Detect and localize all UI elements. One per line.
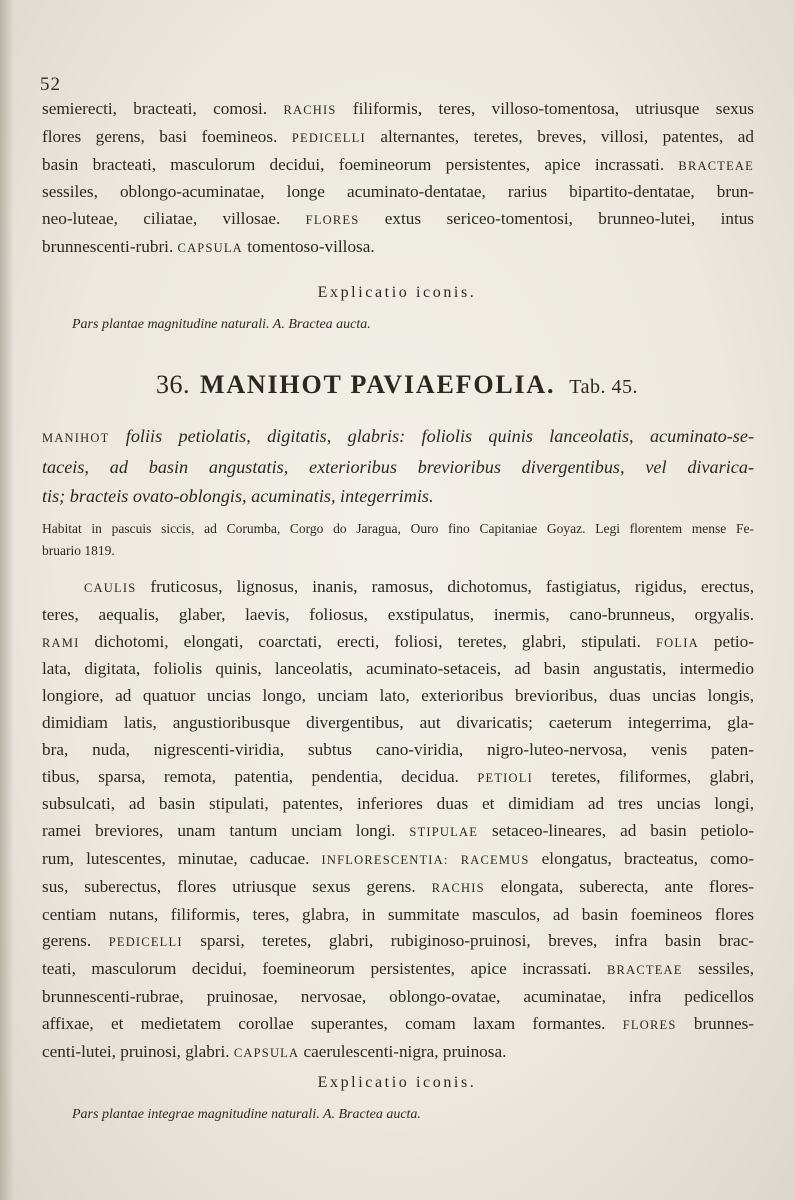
species-heading (0, 370, 794, 400)
text-line: teres, aequalis, glaber, laevis, foliosus, exstipulatus, inermis, cano-brunneus, orgyalis. (42, 604, 754, 624)
explicatio-caption-2: Pars plantae integrae magnitudine naturali. A. Bractea aucta. (72, 1107, 421, 1122)
text-line: flores gerens, basi foemineos. PEDICELLI alternantes, teretes, breves, villosi, patentes, ad (42, 126, 754, 146)
species-description (42, 574, 754, 1066)
text-line: brunnescenti-rubrae, pruinosae, nervosae, oblongo-ovatae, acuminatae, infra pedicellos (42, 986, 754, 1006)
page-number: 52 (40, 74, 61, 95)
text-line: tis; bracteis ovato-oblongis, acuminatis, integerrimis. (42, 486, 434, 506)
small-caps-term: PETIOLI (477, 770, 533, 785)
text-line: RAMI dichotomi, elongati, coarctati, erecti, foliosi, teretes, glabri, stipulati. FOLIA petio- (42, 631, 754, 651)
small-caps-term: PEDICELLI (291, 130, 366, 145)
small-caps-term: PEDICELLI (108, 935, 183, 950)
text-line: teati, masculorum decidui, foemineorum persistentes, apice incrassati. BRACTEAE sessiles, (42, 959, 754, 979)
text-line: dimidiam latis, angustioribusque divergentibus, aut divaricatis; caeterum integerrima, gla- (42, 712, 754, 732)
small-caps-term: RAMI (42, 635, 80, 650)
small-caps-term: INFLORESCENTIA: (321, 852, 449, 867)
text-line: MANIHOT foliis petiolatis, digitatis, glabris: foliolis quinis lanceolatis, acuminato-se- (42, 426, 754, 446)
explicatio-heading-1: Explicatio iconis. (317, 284, 477, 301)
text-line: bra, nuda, nigrescenti-viridia, subtus cano-viridia, nigro-luteo-nervosa, venis paten- (42, 739, 754, 759)
small-caps-term: FLORES (622, 1017, 677, 1032)
small-caps-term: RACHIS (283, 103, 337, 117)
text-line: rum, lutescentes, minutae, caducae. INFLORESCENTIA: RACEMUS elongatus, bracteatus, como- (42, 848, 754, 868)
small-caps-term: BRACTEAE (678, 158, 754, 173)
text-line: gerens. PEDICELLI sparsi, teretes, glabri, rubiginoso-pruinosi, breves, infra basin brac- (42, 931, 754, 951)
small-caps-term: MANIHOT (42, 431, 110, 445)
explicatio-caption-1: Pars plantae magnitudine naturali. A. Bractea aucta. (72, 317, 371, 332)
text-line: centiam nutans, filiformis, teres, glabra, in summitate masculos, ad basin foemineos flores (42, 904, 754, 924)
species-diagnosis (42, 422, 754, 511)
small-caps-term: CAPSULA (233, 1045, 300, 1060)
small-caps-term: BRACTEAE (607, 963, 683, 978)
small-caps-term: RACEMUS (460, 852, 530, 867)
text-line: lata, digitata, foliolis quinis, lanceolatis, acuminato-setaceis, ad basin angustatis, intermedio (42, 659, 754, 679)
text-line: brunnescenti-rubri. CAPSULA tomentoso-villosa. (42, 236, 375, 256)
habitat-line: Habitat in pascuis siccis, ad Corumba, Corgo do Jaragua, Ouro fino Capitaniae Goyaz. Legi florentem mense Fe- (42, 521, 754, 536)
habitat-line: bruario 1819. (42, 543, 115, 558)
text-line: sus, suberectus, flores utriusque sexus gerens. RACHIS elongata, suberecta, ante flores- (42, 876, 754, 896)
small-caps-term: RACHIS (431, 880, 485, 895)
small-caps-term: FLORES (305, 213, 360, 228)
text-line: basin bracteati, masculorum decidui, foemineorum persistentes, apice incrassati. BRACTEAE (42, 154, 754, 174)
text-line: semierecti, bracteati, comosi. RACHIS filiformis, teres, villoso-tomentosa, utriusque sexus (42, 99, 754, 118)
text-line: longiore, ad quatuor uncias longo, unciam lato, exterioribus brevioribus, duas uncias longis, (42, 686, 754, 706)
species-name: MANIHOT PAVIAEFOLIA. (200, 370, 556, 399)
text-line: tibus, sparsa, remota, patentia, pendentia, decidua. PETIOLI teretes, filiformes, glabri, (42, 766, 754, 786)
text-line: CAULIS fruticosus, lignosus, inanis, ramosus, dichotomus, fastigiatus, rigidus, erectus, (84, 577, 754, 596)
habitat-note (42, 518, 754, 562)
text-line: subsulcati, ad basin stipulati, patentes, inferiores duas et dimidiam ad tres uncias longi, (42, 794, 754, 814)
text-line: sessiles, oblongo-acuminatae, longe acuminato-dentatae, rarius bipartito-dentatae, brun- (42, 182, 754, 202)
small-caps-term: FOLIA (656, 635, 699, 650)
text-line: centi-lutei, pruinosi, glabri. CAPSULA caerulescenti-nigra, pruinosa. (42, 1041, 507, 1061)
species-number: 36. (156, 370, 191, 399)
small-caps-term: STIPULAE (409, 825, 479, 840)
explicatio-heading-2: Explicatio iconis. (317, 1074, 477, 1091)
continued-description (42, 96, 754, 262)
text-line: neo-luteae, ciliatae, villosae. FLORES extus sericeo-tomentosi, brunneo-lutei, intus (42, 209, 754, 229)
small-caps-term: CAPSULA (177, 240, 243, 255)
text-line: affixae, et medietatem corollae superantes, comam laxam formantes. FLORES brunnes- (42, 1013, 755, 1033)
small-caps-term: CAULIS (84, 581, 137, 595)
page-gutter-shadow (0, 0, 14, 1200)
plate-reference: Tab. 45. (569, 376, 638, 398)
text-line: taceis, ad basin angustatis, exterioribus brevioribus divergentibus, vel divarica- (42, 457, 754, 477)
text-line: ramei breviores, unam tantum unciam longi. STIPULAE setaceo-lineares, ad basin petiolo- (42, 821, 754, 841)
